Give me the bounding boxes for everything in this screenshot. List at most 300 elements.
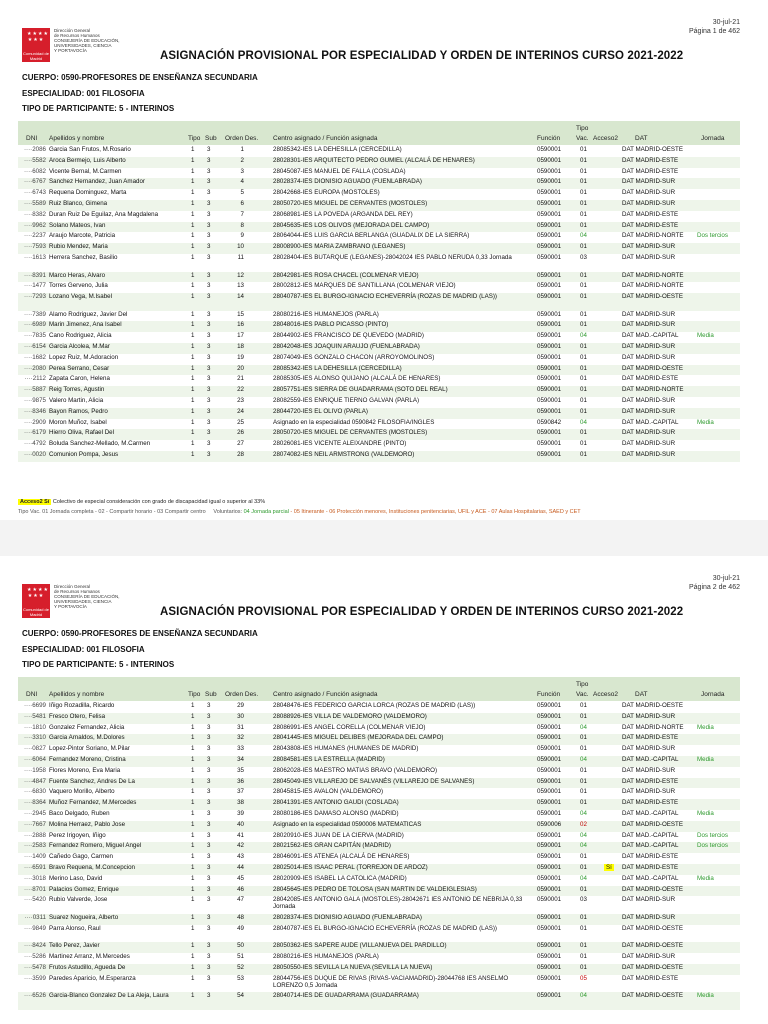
table-row [18, 222, 740, 233]
jornada-cell: Media [697, 992, 714, 1000]
dat-cell: DAT MADRID-ESTE [622, 974, 679, 982]
name-cell: Torres Gerveno, Julia [49, 282, 108, 290]
funcion-cell: 0590001 [537, 332, 562, 340]
orden-cell: 34 [237, 756, 244, 763]
funcion-cell: 0590001 [537, 156, 562, 164]
table-row [18, 282, 740, 293]
centro-cell: 28045087-IES MANUEL DE FALLA (COSLADA) [273, 167, 406, 175]
sub-cell: 3 [207, 853, 211, 861]
centro-cell: 28045049-IES VILLAREJO DE SALVANÉS (VILLAREJO DE SALVANES) [273, 777, 475, 785]
dat-cell: DAT MADRID-SUR [622, 712, 676, 720]
tipo-vac-cell: 01 [580, 734, 587, 742]
sub-cell: 3 [207, 734, 211, 742]
dni-cell: ····6526 [23, 992, 46, 1000]
dat-cell: DAT MADRID-SUR [622, 788, 676, 796]
dni-cell: ····9962 [23, 221, 46, 229]
tipo-cell: 1 [191, 178, 195, 186]
sub-cell: 3 [207, 321, 211, 329]
col-orden: Orden Des. [225, 691, 259, 698]
centro-cell: 28002812-IES MARQUES DE SANTILLANA (COLMENAR VIEJO) [273, 282, 456, 290]
name-cell: Marin Jimenez, Ana Isabel [49, 321, 122, 329]
tipo-vac-cell: 01 [580, 712, 587, 720]
centro-cell: 28028301-IES ARQUITECTO PEDRO GUMIEL (ALCALÁ DE HENARES) [273, 156, 475, 164]
centro-cell: 28074082-IES NEIL ARMSTRONG (VALDEMORO) [273, 451, 415, 458]
orden-cell: 10 [237, 243, 244, 251]
orden-cell: 1 [240, 146, 244, 153]
dat-cell: DAT MADRID-SUR [622, 254, 676, 261]
especialidad-label: ESPECIALIDAD: 001 FILOSOFIA [22, 645, 145, 654]
name-cell: Gonzalez Fernandez, Alicia [49, 723, 125, 731]
sub-cell: 3 [207, 210, 211, 218]
tipo-vac-cell: 04 [580, 756, 587, 763]
orden-cell: 15 [237, 310, 244, 318]
table-row [18, 964, 740, 975]
tipo-vac-cell: 05 [580, 974, 587, 982]
name-cell: Muñoz Fernandez, M.Mercedes [49, 799, 137, 807]
tipo-cell: 1 [191, 712, 195, 720]
funcion-cell: 0590001 [537, 146, 562, 153]
col-name: Apellidos y nombre [49, 691, 105, 698]
col-sub: Sub [205, 135, 217, 142]
col-acceso2: Acceso2 [593, 135, 618, 142]
dat-cell: DAT MADRID-OESTE [622, 963, 683, 971]
name-cell: Flores Moreno, Eva Maria [49, 766, 121, 774]
tipo-cell: 1 [191, 756, 195, 763]
table-row [18, 767, 740, 778]
orden-cell: 37 [237, 788, 244, 796]
tipo-vac-cell: 01 [580, 913, 587, 921]
dat-cell: DAT MADRID-ESTE [622, 864, 679, 871]
col-jornada: Jornada [701, 135, 725, 142]
funcion-cell: 0590001 [537, 864, 562, 871]
col-funcion: Función [537, 135, 561, 142]
sub-cell: 3 [207, 282, 211, 290]
sub-cell: 3 [207, 924, 211, 932]
sub-cell: 3 [207, 864, 211, 871]
tipo-vac-cell: 01 [580, 243, 587, 251]
centro-cell: 28048016-IES PABLO PICASSO (PINTO) [273, 321, 389, 329]
table-header [18, 677, 740, 701]
name-cell: Tello Perez, Javier [49, 942, 100, 950]
dat-cell: DAT MADRID-OESTE [622, 992, 683, 1000]
dni-cell: ····6830 [23, 788, 46, 796]
table-row [18, 397, 740, 408]
col-dat: DAT [635, 135, 648, 142]
orden-cell: 21 [237, 375, 244, 383]
dat-cell: DAT MADRID-SUR [622, 243, 676, 251]
tipo-cell: 1 [191, 364, 195, 372]
funcion-cell: 0590001 [537, 799, 562, 807]
sub-cell: 3 [207, 271, 211, 279]
sub-cell: 3 [207, 156, 211, 164]
tipo-vac-cell: 04 [580, 332, 587, 340]
tipo-cell: 1 [191, 864, 195, 871]
col-name: Apellidos y nombre [49, 135, 105, 142]
table-row [18, 321, 740, 332]
orden-cell: 32 [237, 734, 244, 742]
dat-cell: DAT MADRID-ESTE [622, 221, 679, 229]
sub-cell: 3 [207, 913, 211, 921]
dat-cell: DAT MADRID-ESTE [622, 853, 679, 861]
orden-cell: 28 [237, 451, 244, 458]
funcion-cell: 0590001 [537, 777, 562, 785]
sub-cell: 3 [207, 418, 211, 426]
dat-cell: DAT MADRID-SUR [622, 429, 676, 437]
funcion-cell: 0590001 [537, 353, 562, 361]
dat-cell: DAT MADRID-ESTE [622, 375, 679, 383]
dni-cell: ····7389 [23, 310, 46, 318]
table-row [18, 842, 740, 853]
name-cell: Suarez Nogueira, Alberto [49, 913, 119, 921]
name-cell: Iñigo Rozadilla, Ricardo [49, 702, 115, 709]
name-cell: Valero Martin, Alicia [49, 397, 104, 404]
tipo-vac-cell: 01 [580, 310, 587, 318]
dat-cell: DAT MAD.-CAPITAL [622, 831, 679, 839]
sub-cell: 3 [207, 254, 211, 261]
dat-cell: DAT MADRID-SUR [622, 745, 676, 753]
dni-cell: ····1409 [23, 853, 46, 861]
orden-cell: 9 [240, 232, 244, 240]
tipo-cell: 1 [191, 243, 195, 251]
table-row [18, 189, 740, 200]
orden-cell: 33 [237, 745, 244, 753]
legend-acceso-key: Acceso2 Sí [20, 499, 50, 505]
orden-cell: 47 [237, 896, 244, 904]
logo-region: Comunidad de Madrid [22, 51, 50, 61]
tipo-cell: 1 [191, 321, 195, 329]
orden-cell: 19 [237, 353, 244, 361]
dat-cell: DAT MADRID-OESTE [622, 146, 683, 153]
tipo-vac-cell: 04 [580, 992, 587, 1000]
dni-cell: ····1477 [23, 282, 46, 290]
sub-cell: 3 [207, 885, 211, 893]
dat-cell: DAT MADRID-ESTE [622, 799, 679, 807]
page-title: ASIGNACIÓN PROVISIONAL POR ESPECIALIDAD Y ORDEN DE INTERINOS CURSO 2021-2022 [160, 50, 684, 62]
centro-cell: 28050550-IES SEVILLA LA NUEVA (SEVILLA LA NUEVA) [273, 963, 433, 971]
dni-cell: ····5589 [23, 200, 46, 207]
dat-cell: DAT MADRID-OESTE [622, 702, 683, 709]
orden-cell: 54 [237, 992, 244, 1000]
tipo-vac-cell: 01 [580, 321, 587, 329]
dni-cell: ····5286 [23, 953, 46, 960]
tipo-vac-cell: 01 [580, 885, 587, 893]
dat-cell: DAT MADRID-NORTE [622, 271, 684, 279]
sub-cell: 3 [207, 992, 211, 1000]
table-row [18, 243, 740, 254]
centro-cell: 28080186-IES DAMASO ALONSO (MADRID) [273, 810, 399, 817]
orden-cell: 24 [237, 407, 244, 415]
table-row [18, 724, 740, 735]
funcion-cell: 0590001 [537, 810, 562, 817]
name-cell: Rubio Valverde, Jose [49, 896, 108, 904]
name-cell: Martinez Arranz, M.Mercedes [49, 953, 130, 960]
dat-cell: DAT MADRID-SUR [622, 353, 676, 361]
dat-cell: DAT MADRID-OESTE [622, 293, 683, 301]
sub-cell: 3 [207, 831, 211, 839]
name-cell: Parra Alonso, Raul [49, 924, 101, 932]
funcion-cell: 0590001 [537, 788, 562, 796]
tipo-vac-cell: 01 [580, 189, 587, 197]
name-cell: Garcia-Blanco Gonzalez De La Aleja, Laura [49, 992, 169, 1000]
dat-cell: DAT MAD.-CAPITAL [622, 418, 679, 426]
dat-cell: DAT MADRID-ESTE [622, 734, 679, 742]
dni-cell: ····8391 [23, 271, 46, 279]
dni-cell: ····8424 [23, 942, 46, 950]
funcion-cell: 0590001 [537, 271, 562, 279]
dat-cell: DAT MADRID-NORTE [622, 386, 684, 394]
comunidad-madrid-logo [22, 28, 122, 62]
tipo-cell: 1 [191, 831, 195, 839]
dat-cell: DAT MAD.-CAPITAL [622, 332, 679, 340]
funcion-cell: 0590001 [537, 254, 562, 261]
dni-cell: ····0827 [23, 745, 46, 753]
tipo-vac-cell: 04 [580, 810, 587, 817]
sub-cell: 3 [207, 963, 211, 971]
col-orden: Orden Des. [225, 135, 259, 142]
page-gap [0, 520, 768, 556]
table-row [18, 440, 740, 451]
table-row [18, 745, 740, 756]
table-row [18, 810, 740, 821]
centro-cell: 28048476-IES FEDERICO GARCIA LORCA (ROZAS DE MADRID (LAS)) [273, 702, 476, 709]
dni-cell: ····9849 [23, 924, 46, 932]
orden-cell: 18 [237, 343, 244, 350]
table-row [18, 799, 740, 810]
sub-cell: 3 [207, 712, 211, 720]
col-sub: Sub [205, 691, 217, 698]
tipo-vac-cell: 01 [580, 282, 587, 290]
orden-cell: 11 [237, 254, 244, 261]
tipo-vac-cell: 01 [580, 407, 587, 415]
orden-cell: 50 [237, 942, 244, 950]
orden-cell: 14 [237, 293, 244, 301]
tipo-cell: 1 [191, 913, 195, 921]
table-row [18, 375, 740, 386]
tipo-vac-cell: 01 [580, 375, 587, 383]
sub-cell: 3 [207, 293, 211, 301]
table-row [18, 821, 740, 832]
name-cell: Duran Ruiz De Eguilaz, Ana Magdalena [49, 210, 159, 218]
sub-cell: 3 [207, 702, 211, 709]
funcion-cell: 0590006 [537, 820, 562, 828]
orden-cell: 41 [237, 831, 244, 839]
legend-voluntarios-label: Voluntarios: [213, 509, 243, 515]
tipo-cell: 1 [191, 924, 195, 932]
dat-cell: DAT MAD.-CAPITAL [622, 810, 679, 817]
centro-cell: 28082559-IES ENRIQUE TIERNO GALVAN (PARLA) [273, 397, 420, 404]
jornada-cell: Media [697, 874, 714, 882]
orden-cell: 36 [237, 777, 244, 785]
funcion-cell: 0590001 [537, 702, 562, 709]
centro-cell: 28085305-IES ALONSO QUIJANO (ALCALÁ DE HENARES) [273, 375, 441, 383]
tipo-cell: 1 [191, 397, 195, 404]
dni-cell: ····3310 [23, 734, 46, 742]
dni-cell: ····5887 [23, 386, 46, 394]
table-row [18, 343, 740, 354]
sub-cell: 3 [207, 788, 211, 796]
tipo-cell: 1 [191, 451, 195, 458]
col-dni: DNI [26, 135, 38, 142]
jornada-cell: Media [697, 418, 714, 426]
dni-cell: ····2583 [23, 842, 46, 850]
centro-cell: 28044902-IES FRANCISCO DE QUEVEDO (MADRID) [273, 332, 424, 340]
tipo-cell: 1 [191, 167, 195, 175]
tipo-cell: 1 [191, 332, 195, 340]
tipo-vac-cell: 03 [580, 896, 587, 904]
dat-cell: DAT MADRID-SUR [622, 451, 676, 458]
centro-cell: 28057751-IES SIERRA DE GUADARRAMA (SOTO DEL REAL) [273, 386, 448, 394]
orden-cell: 27 [237, 440, 244, 448]
funcion-cell: 0590001 [537, 440, 562, 448]
name-cell: Aroca Bermejo, Luis Alberto [49, 156, 126, 164]
funcion-cell: 0590001 [537, 992, 562, 1000]
sub-cell: 3 [207, 310, 211, 318]
centro-cell: 28050362-IES SAPERE AUDE (VILLANUEVA DEL PARDILLO) [273, 942, 447, 950]
name-cell: Rubio Mendez, Maria [49, 243, 108, 251]
orden-cell: 49 [237, 924, 244, 932]
funcion-cell: 0590001 [537, 429, 562, 437]
orden-cell: 30 [237, 712, 244, 720]
funcion-cell: 0590001 [537, 293, 562, 301]
jornada-cell: Media [697, 756, 714, 763]
tipo-cell: 1 [191, 766, 195, 774]
tipo-vac-cell: 01 [580, 702, 587, 709]
centro-cell: 28074049-IES GONZALO CHACON (ARROYOMOLINOS) [273, 353, 435, 361]
name-cell: Comunion Pompa, Jesus [49, 451, 119, 458]
name-cell: Fuente Sanchez, Andres De La [49, 777, 135, 785]
dat-cell: DAT MADRID-ESTE [622, 777, 679, 785]
funcion-cell: 0590001 [537, 885, 562, 893]
funcion-cell: 0590001 [537, 853, 562, 861]
table-row [18, 429, 740, 440]
dni-cell: ····5478 [23, 963, 46, 971]
funcion-cell: 0590001 [537, 375, 562, 383]
legend-voluntarios-green: 04 Jornada parcial [243, 509, 289, 515]
jornada-cell: Media [697, 332, 714, 340]
dat-cell: DAT MADRID-OESTE [622, 885, 683, 893]
tipo-cell: 1 [191, 293, 195, 301]
funcion-cell: 0590001 [537, 282, 562, 290]
centro-cell: 28028404-IES BUTARQUE (LEGANES)-28042024 IES PABLO NERUDA 0,33 Jornada [273, 254, 512, 261]
funcion-cell: 0590001 [537, 924, 562, 932]
centro-cell: 28045635-IES LOS OLIVOS (MEJORADA DEL CAMPO) [273, 221, 430, 229]
col-tipo-vac-2: Vac. [576, 135, 589, 142]
name-cell: Vaquero Morillo, Alberto [49, 788, 115, 796]
col-dni: DNI [26, 691, 38, 698]
tipo-cell: 1 [191, 353, 195, 361]
legend-acceso-text: Colectivo de especial consideración con grado de discapacidad igual o superior al 33% [52, 499, 266, 505]
dat-cell: DAT MAD.-CAPITAL [622, 874, 679, 882]
sub-cell: 3 [207, 723, 211, 731]
dat-cell: DAT MADRID-SUR [622, 913, 676, 921]
table-row [18, 200, 740, 211]
funcion-cell: 0590001 [537, 831, 562, 839]
centro-cell: 28086991-IES ANGEL CORELLA (COLMENAR VIEJO) [273, 723, 426, 731]
dni-cell: ····6082 [23, 167, 46, 175]
table-row [18, 311, 740, 322]
jornada-cell: Media [697, 810, 714, 817]
table-row [18, 419, 740, 430]
name-cell: Alamo Rodriguez, Javier Del [49, 310, 128, 318]
tipo-vac-cell: 01 [580, 451, 587, 458]
tipo-cell: 1 [191, 820, 195, 828]
table-row [18, 168, 740, 179]
funcion-cell: 0590001 [537, 756, 562, 763]
tipo-cell: 1 [191, 282, 195, 290]
report-page-2 [0, 556, 768, 1024]
orden-cell: 42 [237, 842, 244, 850]
centro-cell: 28042668-IES EUROPA (MOSTOLES) [273, 189, 380, 197]
sub-cell: 3 [207, 766, 211, 774]
tipo-vac-cell: 01 [580, 777, 587, 785]
page-label: Página 1 de 462 [689, 28, 740, 35]
tipo-cell: 1 [191, 723, 195, 731]
table-row [18, 157, 740, 168]
tipo-vac-cell: 03 [580, 254, 587, 261]
name-cell: Cano Rodriguez, Alicia [49, 332, 112, 340]
centro-cell: 28084581-IES LA ESTRELLA (MADRID) [273, 756, 385, 763]
funcion-cell: 0590001 [537, 942, 562, 950]
logo-text: Dirección General de Recursos Humanos CONSEJERÍA DE EDUCACIÓN, UNIVERSIDADES, CIENCIA Y PORTAVOCÍA [54, 584, 120, 609]
sub-cell: 3 [207, 974, 211, 982]
dni-cell: ····8346 [23, 407, 46, 415]
tipo-cell: 1 [191, 874, 195, 882]
name-cell: Sanchez Hernandez, Juan Amador [49, 178, 145, 186]
centro-cell: 28028374-IES DIONISIO AGUADO (FUENLABRADA) [273, 178, 422, 186]
page-title: ASIGNACIÓN PROVISIONAL POR ESPECIALIDAD Y ORDEN DE INTERINOS CURSO 2021-2022 [160, 606, 684, 618]
dat-cell: DAT MADRID-SUR [622, 321, 676, 329]
orden-cell: 38 [237, 799, 244, 807]
orden-cell: 23 [237, 397, 244, 404]
table-row [18, 354, 740, 365]
centro-cell: 28040787-IES EL BURGO-IGNACIO ECHEVERRÍA (ROZAS DE MADRID (LAS)) [273, 924, 497, 932]
tipo-vac-cell: 01 [580, 766, 587, 774]
centro-cell: 28026081-IES VICENTE ALEIXANDRE (PINTO) [273, 440, 407, 448]
dat-cell: DAT MADRID-SUR [622, 896, 676, 904]
tipo-cell: 1 [191, 799, 195, 807]
tipo-vac-cell: 01 [580, 200, 587, 207]
dni-cell: ····0020 [23, 451, 46, 458]
orden-cell: 17 [237, 332, 244, 340]
table-row [18, 365, 740, 376]
orden-cell: 7 [240, 210, 244, 218]
centro-cell: 28041391-IES ANTONIO GAUDI (COSLADA) [273, 799, 399, 807]
table-row [18, 232, 740, 243]
tipo-cell: 1 [191, 189, 195, 197]
dni-cell: ····0311 [24, 913, 46, 921]
col-tipo-vac-1: Tipo [576, 125, 589, 132]
dni-cell: ····2237 [23, 232, 46, 240]
dni-cell: ····6989 [23, 321, 46, 329]
tipo-vac-cell: 04 [580, 232, 587, 240]
funcion-cell: 0590001 [537, 189, 562, 197]
sub-cell: 3 [207, 756, 211, 763]
tipo-cell: 1 [191, 810, 195, 817]
tipo-cell: 1 [191, 440, 195, 448]
dni-cell: ····8701 [23, 885, 46, 893]
dat-cell: DAT MADRID-OESTE [622, 942, 683, 950]
name-cell: Palacios Gomez, Enrique [49, 885, 119, 893]
tipo-cell: 1 [191, 702, 195, 709]
report-date [689, 574, 740, 592]
dat-cell: DAT MAD.-CAPITAL [622, 756, 679, 763]
name-cell: Reig Torres, Agustin [49, 386, 105, 394]
cuerpo-label: CUERPO: 0590-PROFESORES DE ENSEÑANZA SECUNDARIA [22, 629, 258, 638]
orden-cell: 4 [240, 178, 244, 186]
tipo-vac-cell: 01 [580, 440, 587, 448]
dni-cell: ····8382 [23, 210, 46, 218]
table-row [18, 864, 740, 875]
